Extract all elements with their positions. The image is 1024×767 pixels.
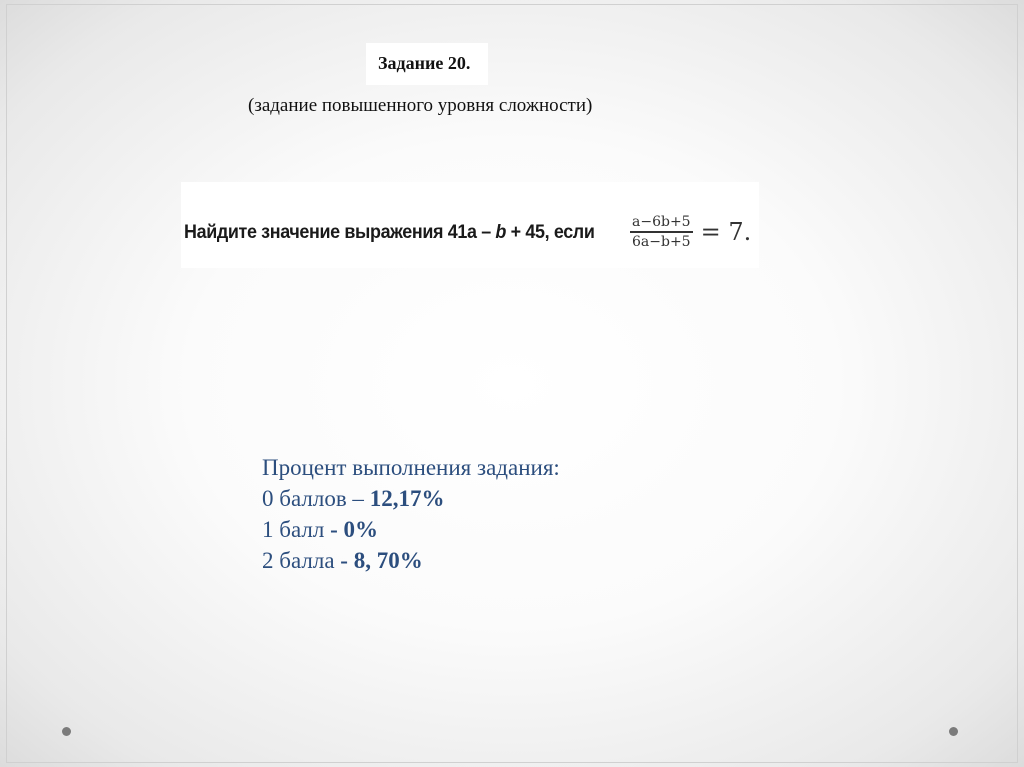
stats-row-value: - 0% — [330, 517, 378, 542]
fraction-numerator: a−6b+5 — [632, 214, 691, 231]
stats-row-label: 1 балл — [262, 517, 331, 542]
corner-dot-icon-right — [949, 727, 958, 736]
stats-row-label: 2 балла — [262, 548, 341, 573]
slide-frame — [6, 4, 1018, 763]
completion-stats — [262, 452, 560, 576]
problem-text-after: + 45, если — [506, 220, 595, 243]
stats-row-0 — [262, 483, 560, 514]
corner-dot-icon-left — [62, 727, 71, 736]
problem-var-b: b — [495, 220, 507, 243]
problem-statement — [184, 205, 751, 259]
task-subtitle: (задание повышенного уровня сложности) — [248, 95, 593, 116]
stats-row-value: 12,17% — [369, 486, 445, 511]
problem-fraction — [630, 215, 693, 249]
stats-heading: Процент выполнения задания: — [262, 455, 560, 480]
stats-row-value: - 8, 70% — [340, 548, 423, 573]
stats-row-2 — [262, 545, 560, 576]
stats-row-1 — [262, 514, 560, 545]
stats-row-label: 0 баллов – — [262, 486, 370, 511]
problem-text — [184, 220, 595, 244]
task-title: Задание 20. — [378, 53, 471, 73]
fraction-denominator: 6a−b+5 — [632, 233, 691, 250]
problem-text-before: Найдите значение выражения 41a – — [184, 220, 496, 243]
equals-value: = 7. — [700, 218, 752, 246]
